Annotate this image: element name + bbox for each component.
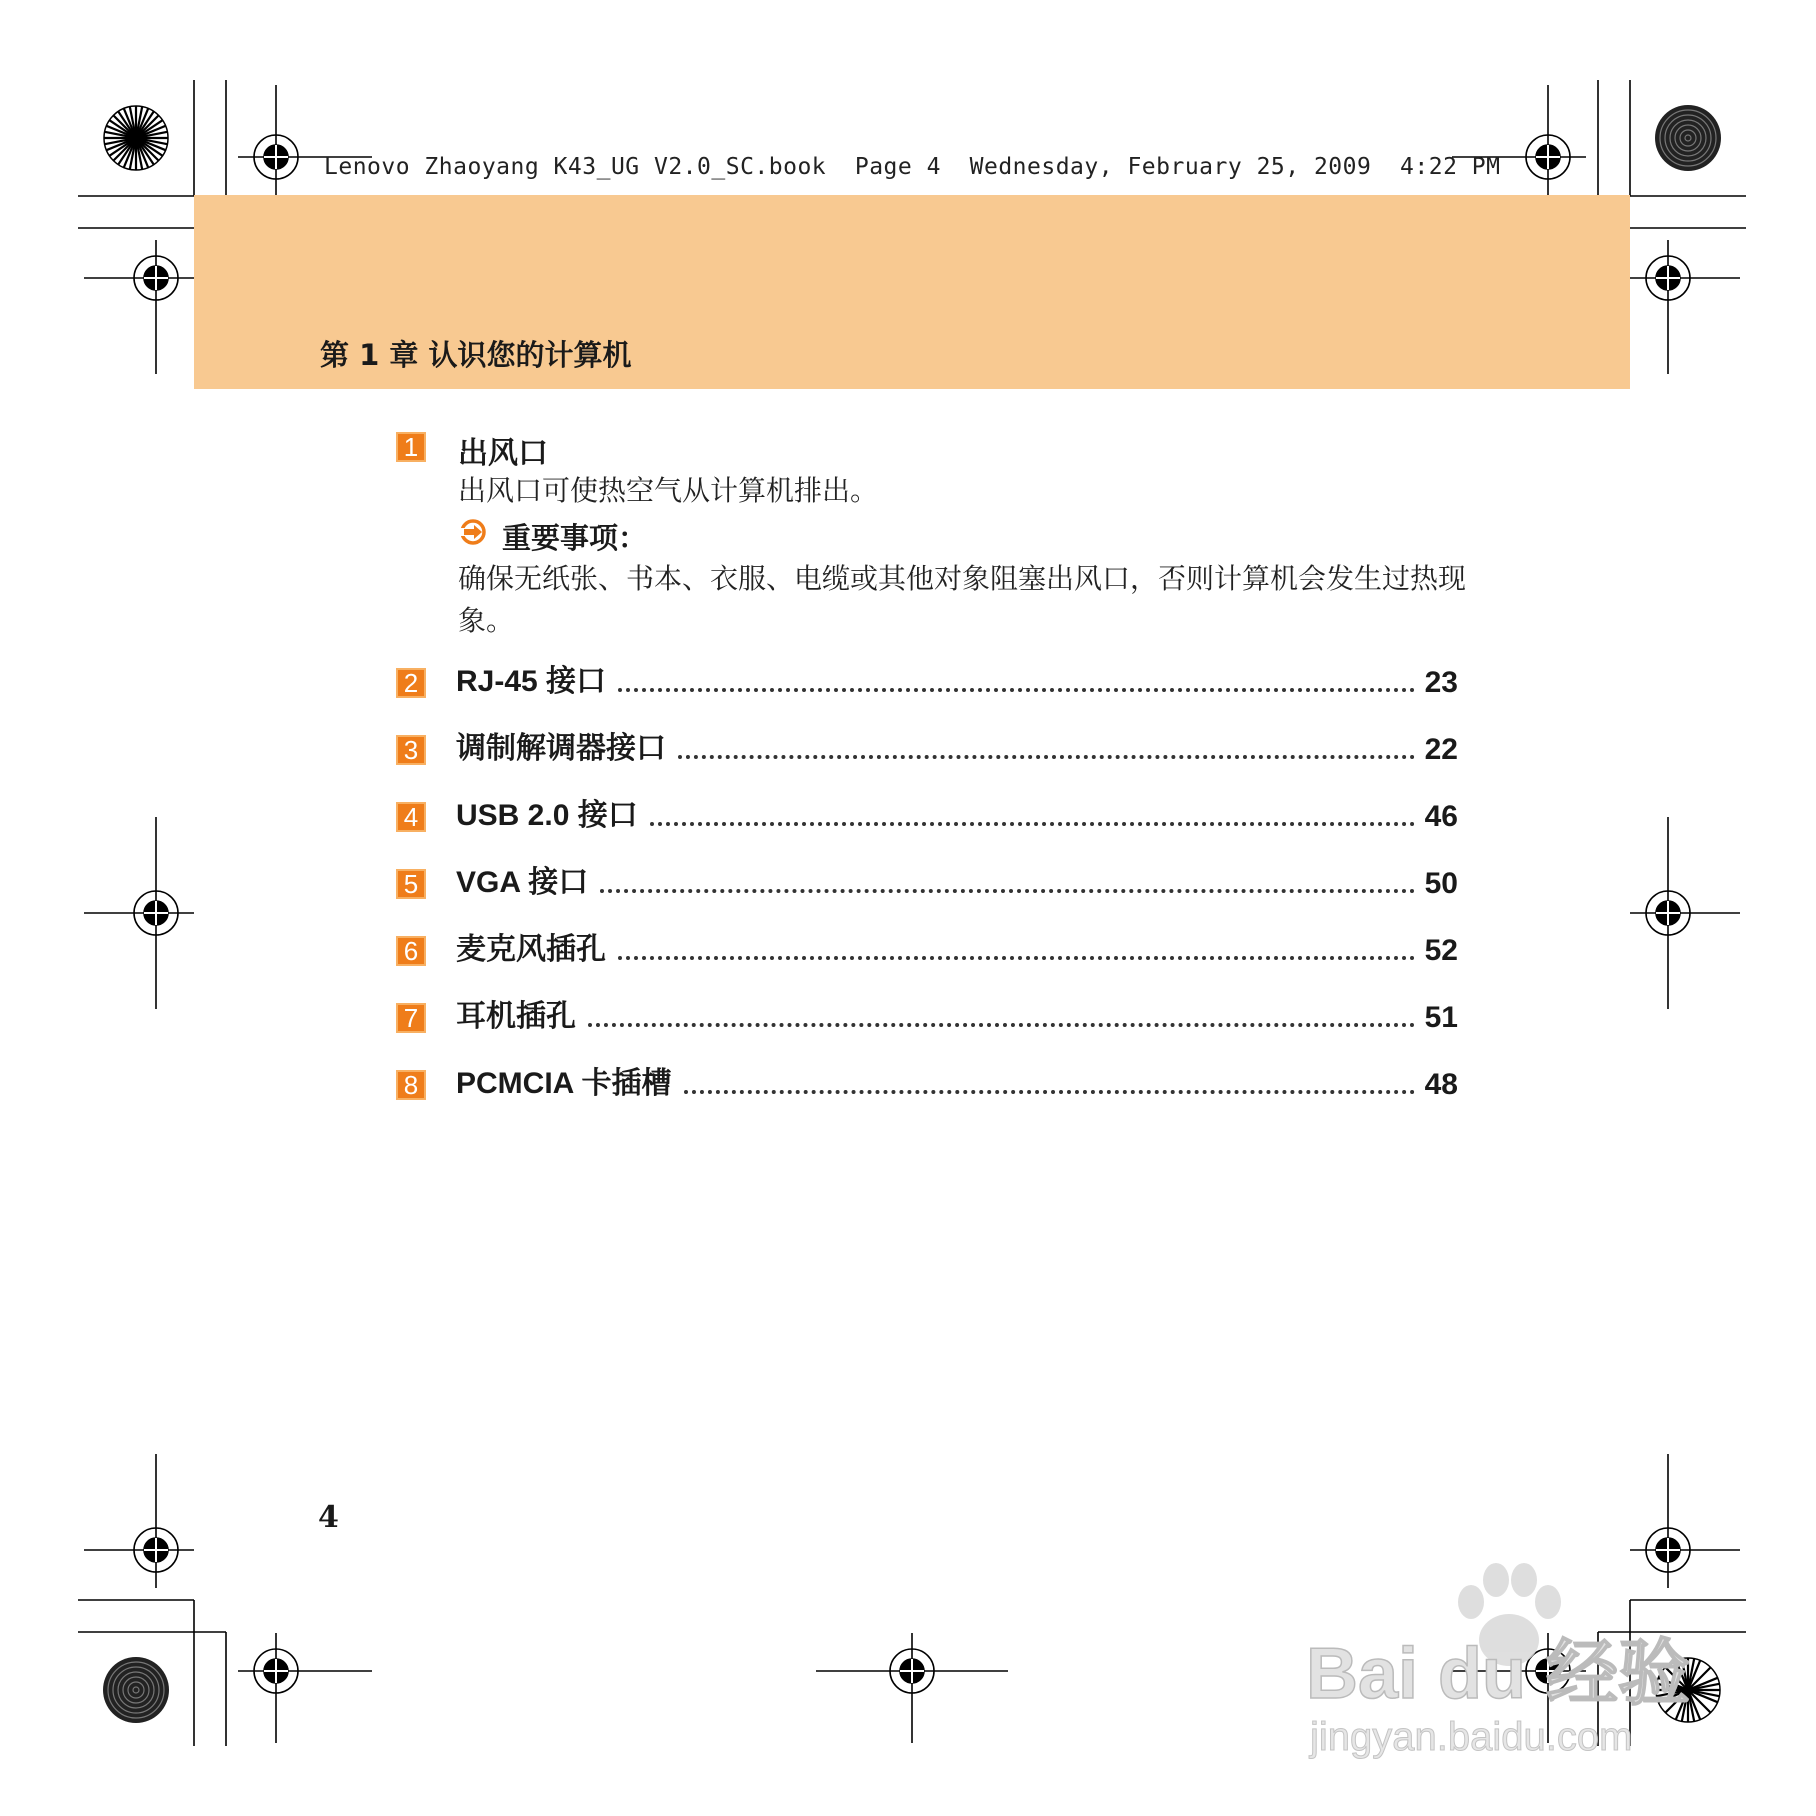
toc-row <box>396 995 1458 1035</box>
toc-row <box>396 928 1458 968</box>
toc-page-number: 52 <box>1424 934 1458 967</box>
item-title: 出风口 <box>458 436 548 471</box>
dot-leader <box>618 956 1415 960</box>
toc-label: PCMCIA 卡插槽 <box>456 1067 672 1100</box>
watermark-url: jingyan.baidu.com <box>1310 1715 1633 1759</box>
note-text: 确保无纸张、书本、衣服、电缆或其他对象阻塞出风口，否则计算机会发生过热现象。 <box>458 562 1467 637</box>
dot-leader <box>678 755 1415 759</box>
toc-label: 耳机插孔 <box>456 1000 576 1033</box>
item-description: 出风口可使热空气从计算机排出。 <box>458 474 879 507</box>
toc-page-number: 46 <box>1424 800 1458 833</box>
toc-page-number: 23 <box>1424 666 1458 699</box>
toc-row <box>396 794 1458 834</box>
item-number-badge: 4 <box>396 802 426 832</box>
toc-row <box>396 660 1458 700</box>
item-number-badge: 1 <box>396 432 426 462</box>
toc-label: 调制解调器接口 <box>456 732 666 765</box>
note-label: 重要事项： <box>502 521 648 555</box>
arrow-right-icon <box>460 519 486 545</box>
toc-label: RJ-45 接口 <box>456 665 607 698</box>
toc-row <box>396 861 1458 901</box>
watermark-brand: Bai du 经验 <box>1306 1634 1691 1714</box>
item-number-badge: 5 <box>396 869 426 899</box>
book-header: Lenovo Zhaoyang K43_UG V2.0_SC.book Page 4 Wednesday, February 25, 2009 4:22 PM <box>324 154 1501 180</box>
page-number: 4 <box>318 1500 339 1535</box>
toc-label: 麦克风插孔 <box>456 933 606 966</box>
item-number-badge: 8 <box>396 1070 426 1100</box>
baidu-jingyan-watermark <box>1296 1550 1726 1770</box>
toc-page-number: 50 <box>1424 867 1458 900</box>
toc-label: USB 2.0 接口 <box>456 799 638 832</box>
toc-page-number: 48 <box>1424 1068 1458 1101</box>
toc-row <box>396 1062 1458 1102</box>
chapter-title: 第 1 章 认识您的计算机 <box>320 338 632 372</box>
toc-page-number: 22 <box>1424 733 1458 766</box>
toc-row <box>396 727 1458 767</box>
toc-page-number: 51 <box>1424 1001 1458 1034</box>
item-number-badge: 6 <box>396 936 426 966</box>
dot-leader <box>684 1090 1415 1094</box>
dot-leader <box>600 889 1414 893</box>
item-number-badge: 7 <box>396 1003 426 1033</box>
item-number-badge: 3 <box>396 735 426 765</box>
dot-leader <box>588 1023 1415 1027</box>
dot-leader <box>618 688 1415 692</box>
item-number-badge: 2 <box>396 668 426 698</box>
dot-leader <box>650 822 1415 826</box>
toc-label: VGA 接口 <box>456 866 589 899</box>
